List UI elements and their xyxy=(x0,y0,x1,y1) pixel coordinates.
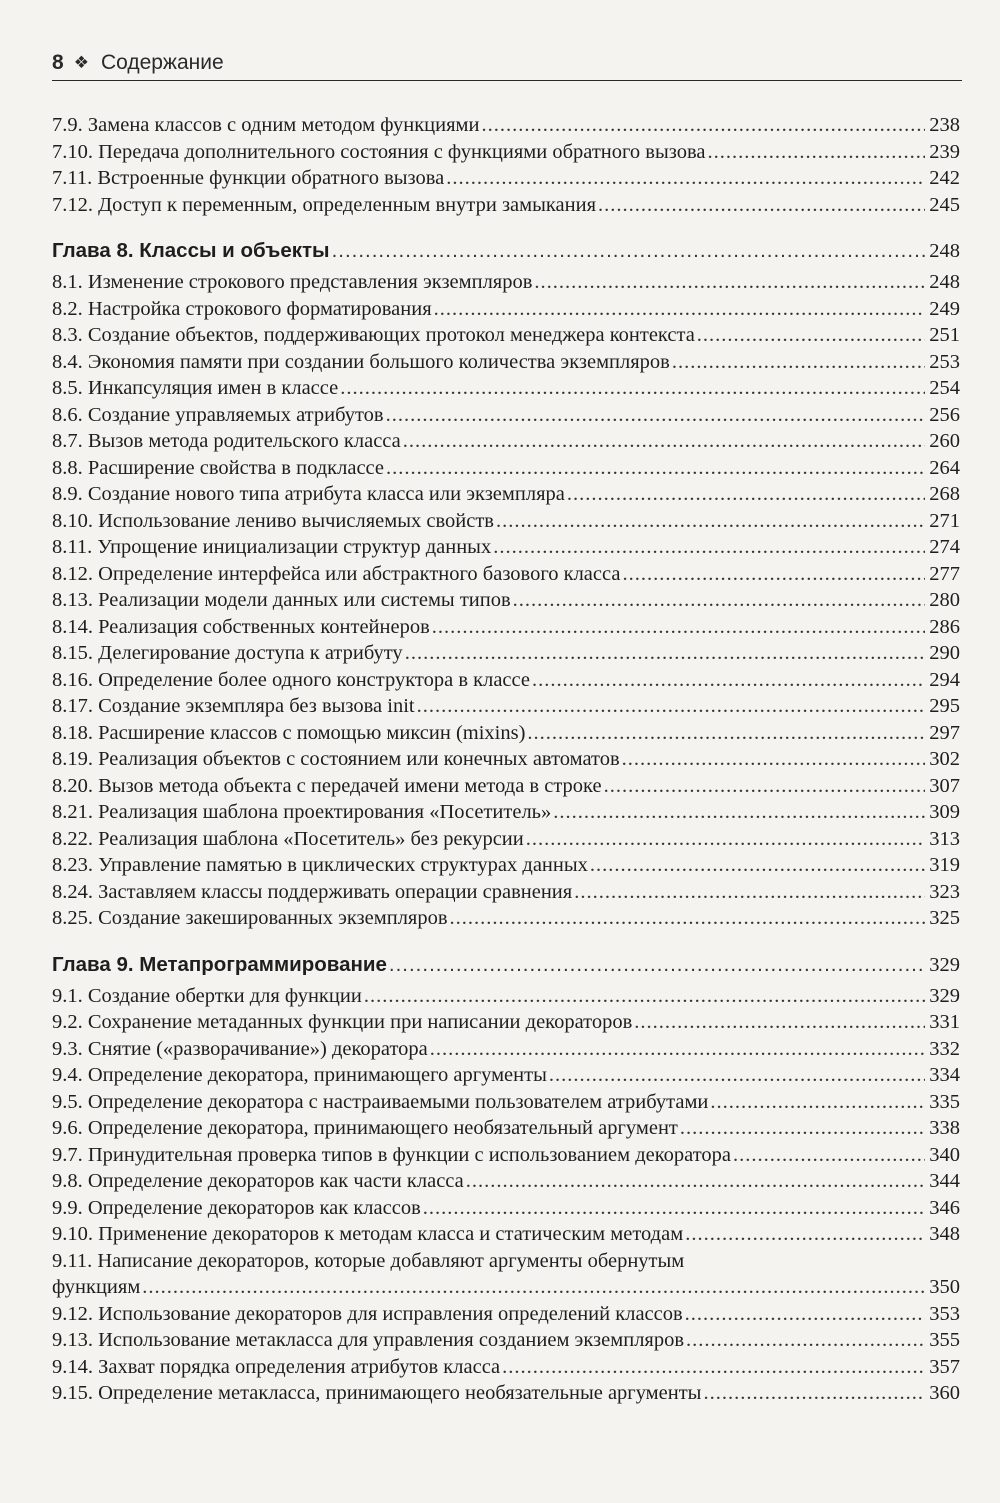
toc-entry xyxy=(52,1089,960,1116)
entry-title: 8.12. Определение интерфейса или абстрактного базового класса xyxy=(52,562,621,585)
dot-leader xyxy=(697,322,925,349)
toc-entry xyxy=(52,428,960,455)
entry-title: 8.7. Вызов метода родительского класса xyxy=(52,430,401,452)
dot-leader xyxy=(680,1115,925,1142)
entry-page: 294 xyxy=(929,668,960,691)
toc-entry xyxy=(52,139,960,166)
entry-page: 350 xyxy=(929,1276,960,1298)
entry-title: 8.14. Реализация собственных контейнеров xyxy=(52,615,430,638)
toc-entry xyxy=(52,561,960,588)
entry-title: 9.9. Определение декораторов как классов xyxy=(52,1196,421,1219)
entry-title: 7.12. Доступ к переменным, определенным внутри замыкания xyxy=(52,193,597,216)
dot-leader xyxy=(534,269,925,296)
toc-entry xyxy=(52,1274,960,1301)
entry-title: 8.15. Делегирование доступа к атрибуту xyxy=(52,642,403,664)
entry-page: 280 xyxy=(929,589,960,611)
entry-page: 260 xyxy=(929,430,960,452)
toc-entry xyxy=(52,269,960,296)
entry-page: 338 xyxy=(929,1117,960,1139)
entry-page: 319 xyxy=(929,854,960,876)
entry-title: 9.3. Снятие («разворачивание») декоратора xyxy=(52,1037,428,1060)
dot-leader xyxy=(496,508,925,535)
dot-leader xyxy=(446,165,925,192)
toc-entry xyxy=(52,1036,960,1063)
dot-leader xyxy=(567,481,925,508)
dot-leader xyxy=(733,1142,925,1169)
entry-page: 249 xyxy=(929,297,960,320)
dot-leader xyxy=(598,192,925,219)
entry-title: 8.24. Заставляем классы поддерживать операции сравнения xyxy=(52,880,573,903)
entry-title: 8.4. Экономия памяти при создании большого количества экземпляров xyxy=(52,350,670,373)
entry-page: 238 xyxy=(929,114,960,136)
entry-title: 7.9. Замена классов с одним методом функциями xyxy=(52,114,480,136)
toc-entry xyxy=(52,375,960,402)
dot-leader xyxy=(672,349,925,376)
dot-leader xyxy=(686,1327,925,1354)
entry-page: 344 xyxy=(929,1170,960,1192)
toc-entry xyxy=(52,1301,960,1328)
entry-title: 8.13. Реализации модели данных или системы типов xyxy=(52,589,511,611)
entry-title: 9.14. Захват порядка определения атрибутов класса xyxy=(52,1355,501,1378)
dot-leader xyxy=(386,455,925,482)
entry-page: 295 xyxy=(929,695,960,717)
dot-leader xyxy=(142,1274,925,1301)
entry-page: 277 xyxy=(929,562,960,585)
toc-entry xyxy=(52,799,960,826)
entry-page: 254 xyxy=(929,377,960,399)
toc-entry xyxy=(52,1062,960,1089)
dot-leader xyxy=(423,1195,925,1222)
dot-leader xyxy=(502,1354,925,1381)
entry-page: 329 xyxy=(929,953,960,976)
entry-title: 8.16. Определение более одного конструктора в классе xyxy=(52,668,530,691)
toc-entry xyxy=(52,1168,960,1195)
entry-page: 340 xyxy=(929,1143,960,1166)
entry-page: 331 xyxy=(929,1011,960,1033)
entry-title: 8.9. Создание нового типа атрибута класса или экземпляра xyxy=(52,483,565,505)
toc-entry xyxy=(52,402,960,429)
entry-title: 8.22. Реализация шаблона «Посетитель» без рекурсии xyxy=(52,827,524,850)
toc-entry xyxy=(52,852,960,879)
toc-entry xyxy=(52,1354,960,1381)
entry-page: 360 xyxy=(929,1382,960,1404)
entry-page: 309 xyxy=(929,801,960,823)
running-header xyxy=(52,46,962,80)
dot-leader xyxy=(710,1089,925,1116)
dot-leader xyxy=(466,1168,926,1195)
dot-leader xyxy=(703,1380,925,1407)
entry-title: 9.1. Создание обертки для функции xyxy=(52,984,362,1007)
toc-entry xyxy=(52,349,960,376)
entry-title: 9.10. Применение декораторов к методам класса и статическим методам xyxy=(52,1223,684,1245)
toc-entry xyxy=(52,1221,960,1248)
toc-entry xyxy=(52,296,960,323)
entry-title: Глава 8. Классы и объекты xyxy=(52,239,330,262)
entry-title: 9.4. Определение декоратора, принимающего аргументы xyxy=(52,1064,547,1086)
entry-page: 242 xyxy=(929,167,960,189)
toc-entry xyxy=(52,1380,960,1407)
dot-leader xyxy=(634,1009,925,1036)
entry-title: Глава 9. Метапрограммирование xyxy=(52,952,387,976)
entry-page: 355 xyxy=(929,1329,960,1351)
entry-title: 9.7. Принудительная проверка типов в функции с использованием декоратора xyxy=(52,1143,731,1166)
entry-title: 8.25. Создание закешированных экземпляров xyxy=(52,907,448,929)
dot-leader xyxy=(432,614,925,641)
entry-page: 346 xyxy=(929,1196,960,1219)
dot-leader xyxy=(707,139,925,166)
dot-leader xyxy=(450,905,926,932)
entry-page: 256 xyxy=(929,403,960,426)
entry-title: 8.5. Инкапсуляция имен в классе xyxy=(52,377,339,399)
entry-title: 8.19. Реализация объектов с состоянием или конечных автоматов xyxy=(52,748,620,770)
entry-title: 8.10. Использование лениво вычисляемых свойств xyxy=(52,509,494,532)
toc-entry xyxy=(52,192,960,219)
toc-entry xyxy=(52,1142,960,1169)
entry-title: 8.11. Упрощение инициализации структур данных xyxy=(52,536,492,558)
dot-leader xyxy=(574,879,925,906)
dot-leader xyxy=(403,428,925,455)
chapter-heading xyxy=(52,948,960,981)
dot-leader xyxy=(340,375,925,402)
entry-page: 335 xyxy=(929,1090,960,1113)
dot-leader xyxy=(389,948,925,981)
entry-page: 334 xyxy=(929,1064,960,1086)
toc-entry xyxy=(52,112,960,139)
entry-title: 8.8. Расширение свойства в подклассе xyxy=(52,456,384,479)
dot-leader xyxy=(417,693,926,720)
entry-page: 290 xyxy=(929,642,960,664)
entry-title: функциям xyxy=(52,1276,141,1298)
dot-leader xyxy=(685,1301,926,1328)
entry-page: 274 xyxy=(929,536,960,558)
dot-leader xyxy=(622,746,926,773)
entry-page: 245 xyxy=(929,193,960,216)
table-of-contents xyxy=(52,112,960,1407)
page-number: 8 xyxy=(52,51,64,74)
entry-page: 297 xyxy=(929,721,960,744)
entry-page: 248 xyxy=(929,271,960,293)
dot-leader xyxy=(590,852,925,879)
entry-page: 268 xyxy=(929,483,960,505)
dot-leader xyxy=(527,720,925,747)
entry-page: 307 xyxy=(929,774,960,797)
toc-entry xyxy=(52,1115,960,1142)
dot-leader xyxy=(553,799,925,826)
entry-title: 8.21. Реализация шаблона проектирования «Посетитель» xyxy=(52,801,552,823)
entry-title: 8.1. Изменение строкового представления экземпляров xyxy=(52,271,533,293)
dot-leader xyxy=(430,1036,925,1063)
toc-entry xyxy=(52,534,960,561)
toc-entry xyxy=(52,773,960,800)
toc-entry xyxy=(52,640,960,667)
entry-page: 332 xyxy=(929,1037,960,1060)
diamond-icon: ❖ xyxy=(73,53,89,72)
toc-entry xyxy=(52,587,960,614)
dot-leader xyxy=(386,402,926,429)
toc-entry xyxy=(52,508,960,535)
toc-entry xyxy=(52,455,960,482)
toc-entry xyxy=(52,905,960,932)
toc-entry-wrapped-line: 9.11. Написание декораторов, которые добавляют аргументы обернутым xyxy=(52,1249,685,1272)
entry-page: 286 xyxy=(929,615,960,638)
entry-title: 9.8. Определение декораторов как части класса xyxy=(52,1170,464,1192)
entry-title: 9.6. Определение декоратора, принимающего необязательный аргумент xyxy=(52,1117,678,1139)
toc-entry xyxy=(52,983,960,1010)
entry-title: 7.10. Передача дополнительного состояния с функциями обратного вызова xyxy=(52,140,706,163)
dot-leader xyxy=(405,640,926,667)
entry-page: 253 xyxy=(929,350,960,373)
dot-leader xyxy=(364,983,925,1010)
entry-title: 8.20. Вызов метода объекта с передачей имени метода в строке xyxy=(52,774,602,797)
entry-page: 313 xyxy=(929,827,960,850)
dot-leader xyxy=(493,534,925,561)
entry-title: 8.17. Создание экземпляра без вызова init xyxy=(52,695,415,717)
header-title: Содержание xyxy=(100,51,224,74)
entry-title: 9.12. Использование декораторов для исправления определений классов xyxy=(52,1302,683,1325)
entry-title: 8.3. Создание объектов, поддерживающих протокол менеджера контекста xyxy=(52,324,695,346)
toc-entry xyxy=(52,693,960,720)
dot-leader xyxy=(604,773,926,800)
dot-leader xyxy=(513,587,926,614)
entry-title: 9.13. Использование метакласса для управления созданием экземпляров xyxy=(52,1329,685,1351)
entry-title: 8.2. Настройка строкового форматирования xyxy=(52,297,432,320)
dot-leader xyxy=(685,1221,925,1248)
entry-page: 353 xyxy=(929,1302,960,1325)
toc-entry xyxy=(52,826,960,853)
chapter-heading xyxy=(52,234,960,267)
entry-title: 7.11. Встроенные функции обратного вызова xyxy=(52,167,445,189)
entry-page: 323 xyxy=(929,880,960,903)
entry-page: 271 xyxy=(929,509,960,532)
entry-title: 9.15. Определение метакласса, принимающего необязательные аргументы xyxy=(52,1382,702,1404)
entry-page: 264 xyxy=(929,456,960,479)
entry-page: 329 xyxy=(929,984,960,1007)
entry-page: 357 xyxy=(929,1355,960,1378)
entry-page: 239 xyxy=(929,140,960,163)
entry-page: 302 xyxy=(929,748,960,770)
toc-entry xyxy=(52,667,960,694)
entry-title: 8.18. Расширение классов с помощью миксин (mixins) xyxy=(52,721,526,744)
dot-leader xyxy=(549,1062,925,1089)
toc-entry xyxy=(52,720,960,747)
toc-entry xyxy=(52,614,960,641)
toc-entry xyxy=(52,322,960,349)
entry-title: 8.23. Управление памятью в циклических структурах данных xyxy=(52,854,588,876)
toc-entry xyxy=(52,1195,960,1222)
dot-leader xyxy=(481,112,925,139)
entry-title: 9.5. Определение декоратора с настраиваемыми пользователем атрибутами xyxy=(52,1090,709,1113)
toc-entry xyxy=(52,165,960,192)
entry-title: 9.2. Сохранение метаданных функции при написании декораторов xyxy=(52,1011,633,1033)
toc-entry xyxy=(52,481,960,508)
dot-leader xyxy=(332,234,926,267)
dot-leader xyxy=(622,561,925,588)
dot-leader xyxy=(434,296,926,323)
entry-page: 248 xyxy=(929,240,960,262)
header-rule xyxy=(52,80,962,81)
entry-page: 325 xyxy=(929,907,960,929)
dot-leader xyxy=(532,667,925,694)
toc-entry xyxy=(52,879,960,906)
toc-entry xyxy=(52,1009,960,1036)
toc-entry xyxy=(52,746,960,773)
toc-entry xyxy=(52,1327,960,1354)
entry-title: 8.6. Создание управляемых атрибутов xyxy=(52,403,384,426)
dot-leader xyxy=(526,826,925,853)
entry-page: 348 xyxy=(929,1223,960,1245)
entry-page: 251 xyxy=(929,324,960,346)
